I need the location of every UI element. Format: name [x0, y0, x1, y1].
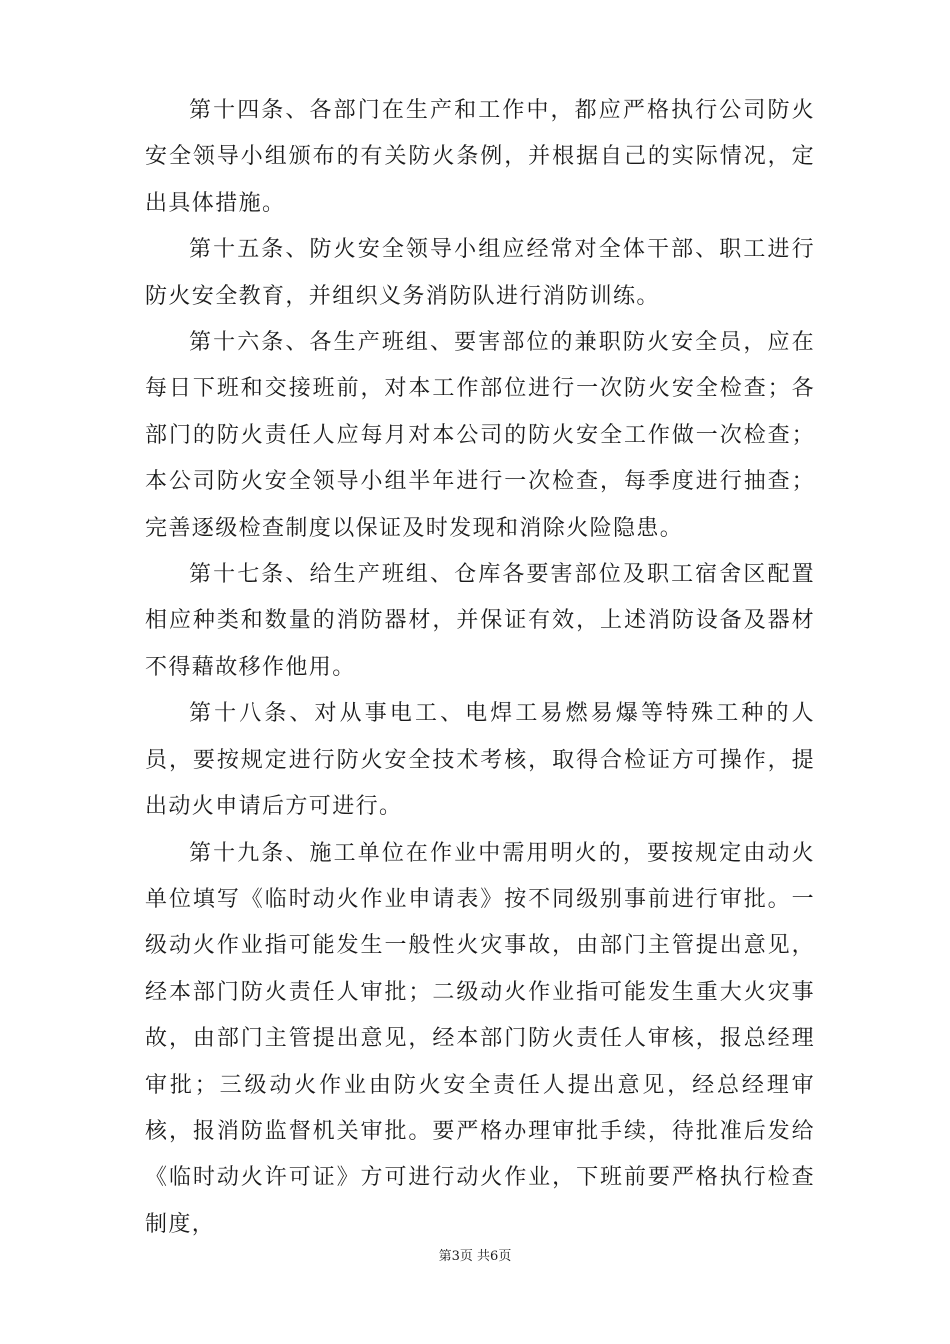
article-18-paragraph: 第十八条、对从事电工、电焊工易燃易爆等特殊工种的人员，要按规定进行防火安全技术考核，取得合检证方可操作，提出动火申请后方可进行。 — [145, 701, 815, 820]
article-17-paragraph: 第十七条、给生产班组、仓库各要害部位及职工宿舍区配置相应种类和数量的消防器材，并保证有效，上述消防设备及器材不得藉故移作他用。 — [145, 562, 815, 680]
article-19-paragraph: 第十九条、施工单位在作业中需用明火的，要按规定由动火单位填写《临时动火作业申请表》按不同级别事前进行审批。一级动火作业指可能发生一般性火灾事故，由部门主管提出意见，经本部门防火责任人审批；二级动火作业指可能发生重大火灾事故，由部门主管提出意见，经本部门防火责任人审核，报总经理审批；三级动火作业由防火安全责任人提出意见，经总经理审核，报消防监督机关审批。要严格办理审批手续，待批准后发给《临时动火许可证》方可进行动火作业，下班前要严格执行检查制度， — [145, 840, 815, 1237]
article-15-paragraph: 第十五条、防火安全领导小组应经常对全体干部、职工进行防火安全教育，并组织义务消防队进行消防训练。 — [145, 237, 815, 309]
document-body — [145, 88, 815, 1248]
article-14-paragraph: 第十四条、各部门在生产和工作中，都应严格执行公司防火安全领导小组颁布的有关防火条例，并根据自己的实际情况，定出具体措施。 — [145, 98, 815, 216]
page-number-footer: 第3页 共6页 — [438, 1249, 512, 1264]
article-16-paragraph: 第十六条、各生产班组、要害部位的兼职防火安全员，应在每日下班和交接班前，对本工作部位进行一次防火安全检查；各部门的防火责任人应每月对本公司的防火安全工作做一次检查；本公司防火安全领导小组半年进行一次检查，每季度进行抽查；完善逐级检查制度以保证及时发现和消除火险隐患。 — [145, 330, 815, 541]
